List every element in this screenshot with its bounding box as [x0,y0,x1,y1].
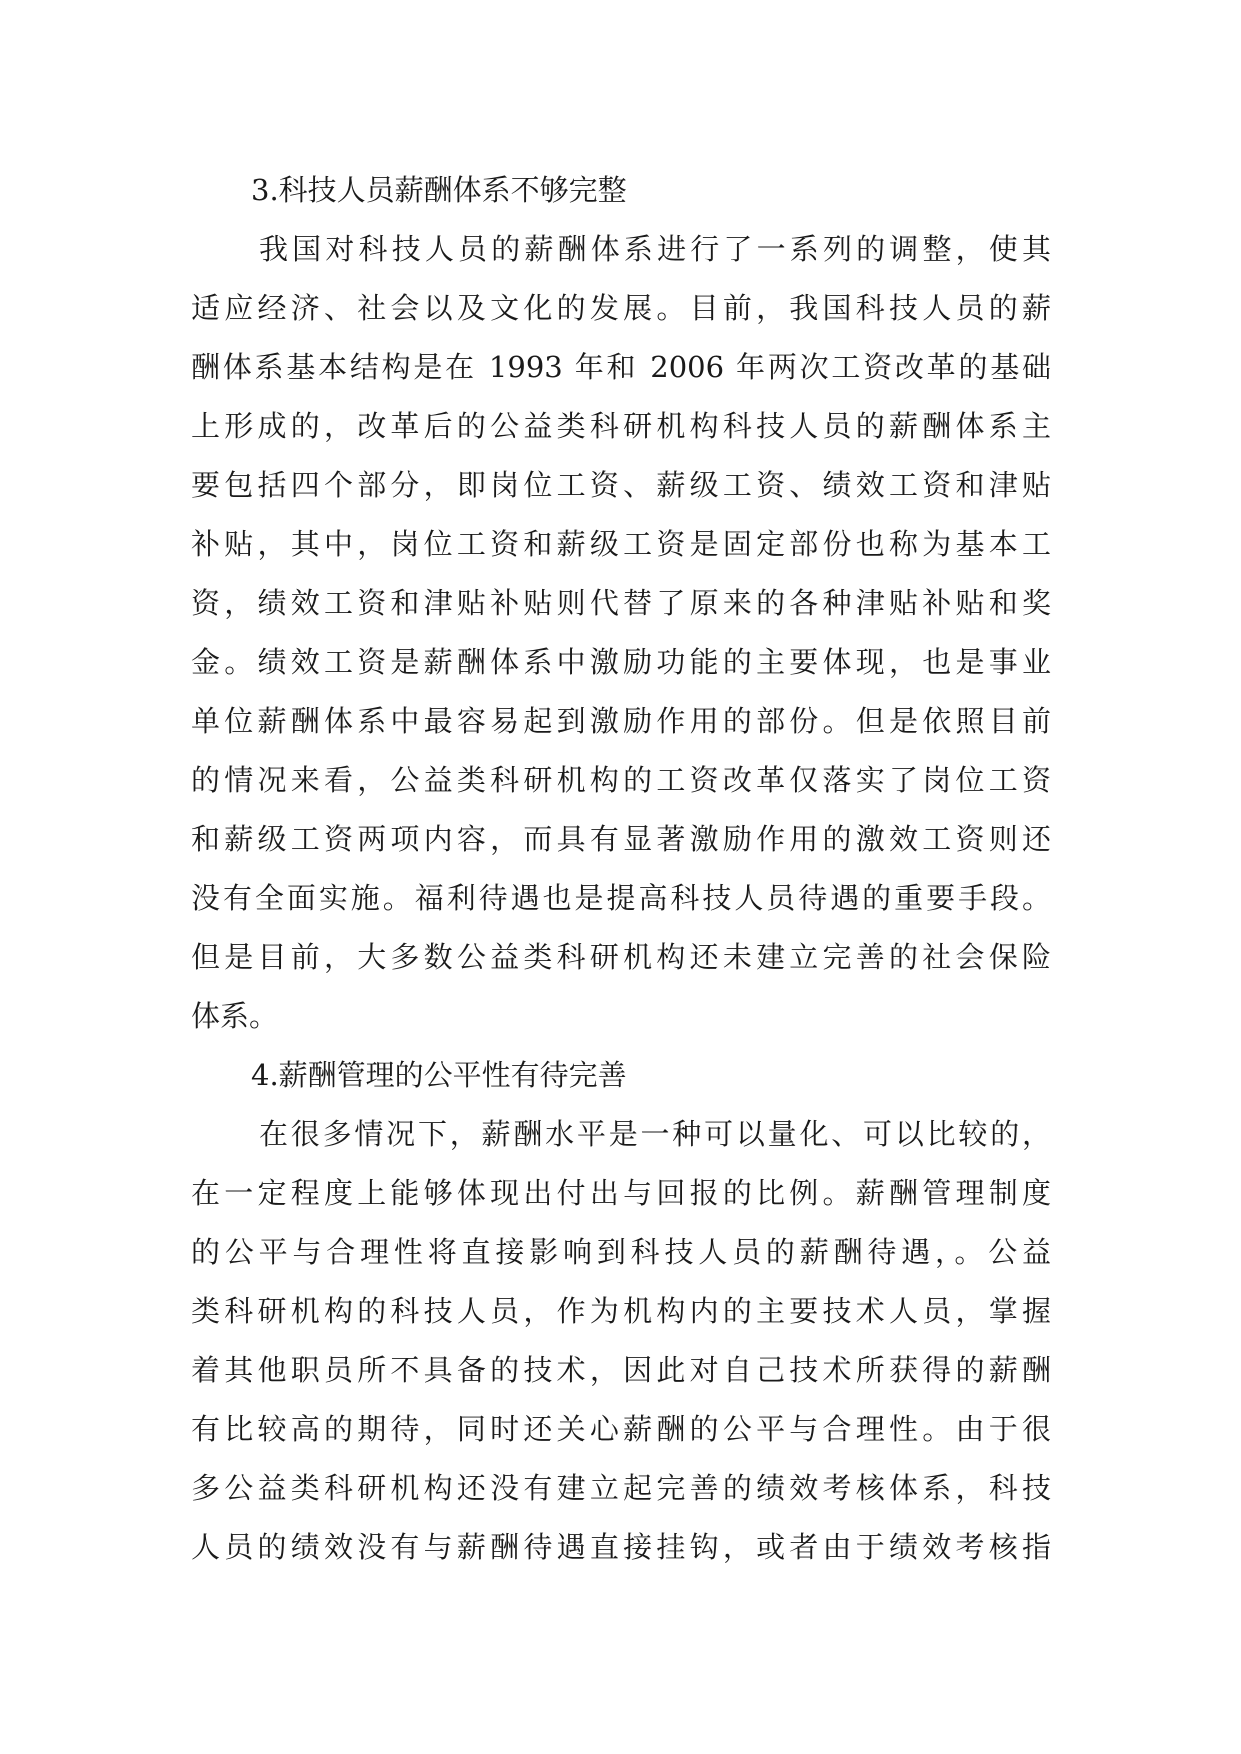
paragraph-line: 着其他职员所不具备的技术，因此对自己技术所获得的薪酬 [191,1353,1051,1387]
paragraph-line: 上形成的，改革后的公益类科研机构科技人员的薪酬体系主 [191,409,1051,443]
section-heading: 3.科技人员薪酬体系不够完整 [251,173,627,207]
paragraph-line: 金。绩效工资是薪酬体系中激励功能的主要体现，也是事业 [191,645,1051,679]
paragraph-line: 酬体系基本结构是在 1993 年和 2006 年两次工资改革的基础 [191,350,1051,384]
paragraph-line: 适应经济、社会以及文化的发展。目前，我国科技人员的薪 [191,291,1051,325]
paragraph-line: 和薪级工资两项内容，而具有显著激励作用的激效工资则还 [191,822,1051,856]
paragraph-line: 的情况来看，公益类科研机构的工资改革仅落实了岗位工资 [191,763,1051,797]
paragraph-line: 没有全面实施。福利待遇也是提高科技人员待遇的重要手段。 [191,881,1051,915]
document-body [191,161,1051,1577]
paragraph-line: 资，绩效工资和津贴补贴则代替了原来的各种津贴补贴和奖 [191,586,1051,620]
paragraph-line: 人员的绩效没有与薪酬待遇直接挂钩，或者由于绩效考核指 [191,1530,1051,1564]
paragraph-line: 我国对科技人员的薪酬体系进行了一系列的调整，使其 [259,232,1051,266]
paragraph-line: 在很多情况下，薪酬水平是一种可以量化、可以比较的， [259,1117,1051,1151]
paragraph-line: 体系。 [191,999,279,1033]
section-heading: 4.薪酬管理的公平性有待完善 [251,1058,627,1092]
paragraph [191,1105,1051,1577]
paragraph-line: 但是目前，大多数公益类科研机构还未建立完善的社会保险 [191,940,1051,974]
paragraph-line: 类科研机构的科技人员，作为机构内的主要技术人员，掌握 [191,1294,1051,1328]
paragraph-line: 的公平与合理性将直接影响到科技人员的薪酬待遇，。公益 [191,1235,1051,1269]
paragraph-line: 要包括四个部分，即岗位工资、薪级工资、绩效工资和津贴 [191,468,1051,502]
paragraph-line: 有比较高的期待，同时还关心薪酬的公平与合理性。由于很 [191,1412,1051,1446]
paragraph-line: 补贴，其中，岗位工资和薪级工资是固定部份也称为基本工 [191,527,1051,561]
paragraph-line: 在一定程度上能够体现出付出与回报的比例。薪酬管理制度 [191,1176,1051,1210]
paragraph-line: 单位薪酬体系中最容易起到激励作用的部份。但是依照目前 [191,704,1051,738]
paragraph-line: 多公益类科研机构还没有建立起完善的绩效考核体系，科技 [191,1471,1051,1505]
paragraph [191,220,1051,1046]
